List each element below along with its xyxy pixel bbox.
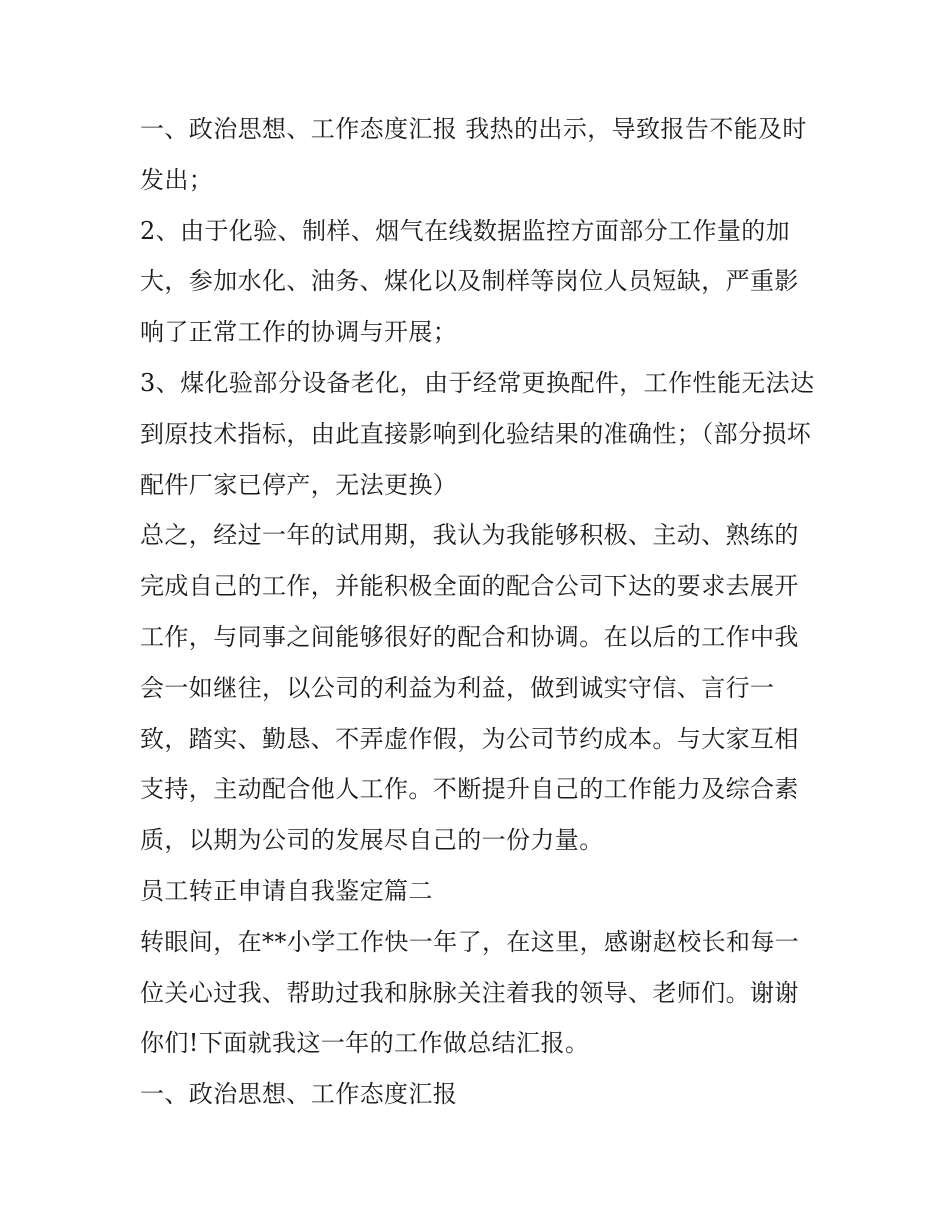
subsection-heading: 一、政治思想、工作态度汇报 (140, 1080, 458, 1109)
paragraph-4: 总之，经过一年的试用期，我认为我能够积极、主动、熟练的完成自己的工作，并能积极全面的配合公司下达的要求去展开工作，与同事之间能够很好的配合和协调。在以后的工作中我会一如继往，以公司的利益为利益，做到诚实守信、言行一致，踏实、勤恳、不弄虚作假，为公司节约成本。与大家互相支持，主动配合他人工作。不断提升自己的工作能力及综合素质，以期为公司的发展尽自己的一份力量。 (140, 521, 799, 855)
paragraph-1: 一、政治思想、工作态度汇报 我热的出示，导致报告不能及时发出； (140, 115, 807, 194)
document-body (140, 104, 820, 1120)
paragraph-3: 3、煤化验部分设备老化，由于经常更换配件，工作性能无法达到原技术指标，由此直接影响到化验结果的准确性；（部分损坏配件厂家已停产，无法更换） (140, 368, 815, 499)
section-heading: 员工转正申请自我鉴定篇二 (140, 876, 433, 905)
paragraph-2: 2、由于化验、制样、烟气在线数据监控方面部分工作量的加大，参加水化、油务、煤化以及制样等岗位人员短缺，严重影响了正常工作的协调与开展； (140, 216, 799, 347)
paragraph-6: 转眼间，在**小学工作快一年了，在这里，感谢赵校长和每一位关心过我、帮助过我和脉脉关注着我的领导、老师们。谢谢你们!下面就我这一年的工作做总结汇报。 (140, 927, 800, 1058)
